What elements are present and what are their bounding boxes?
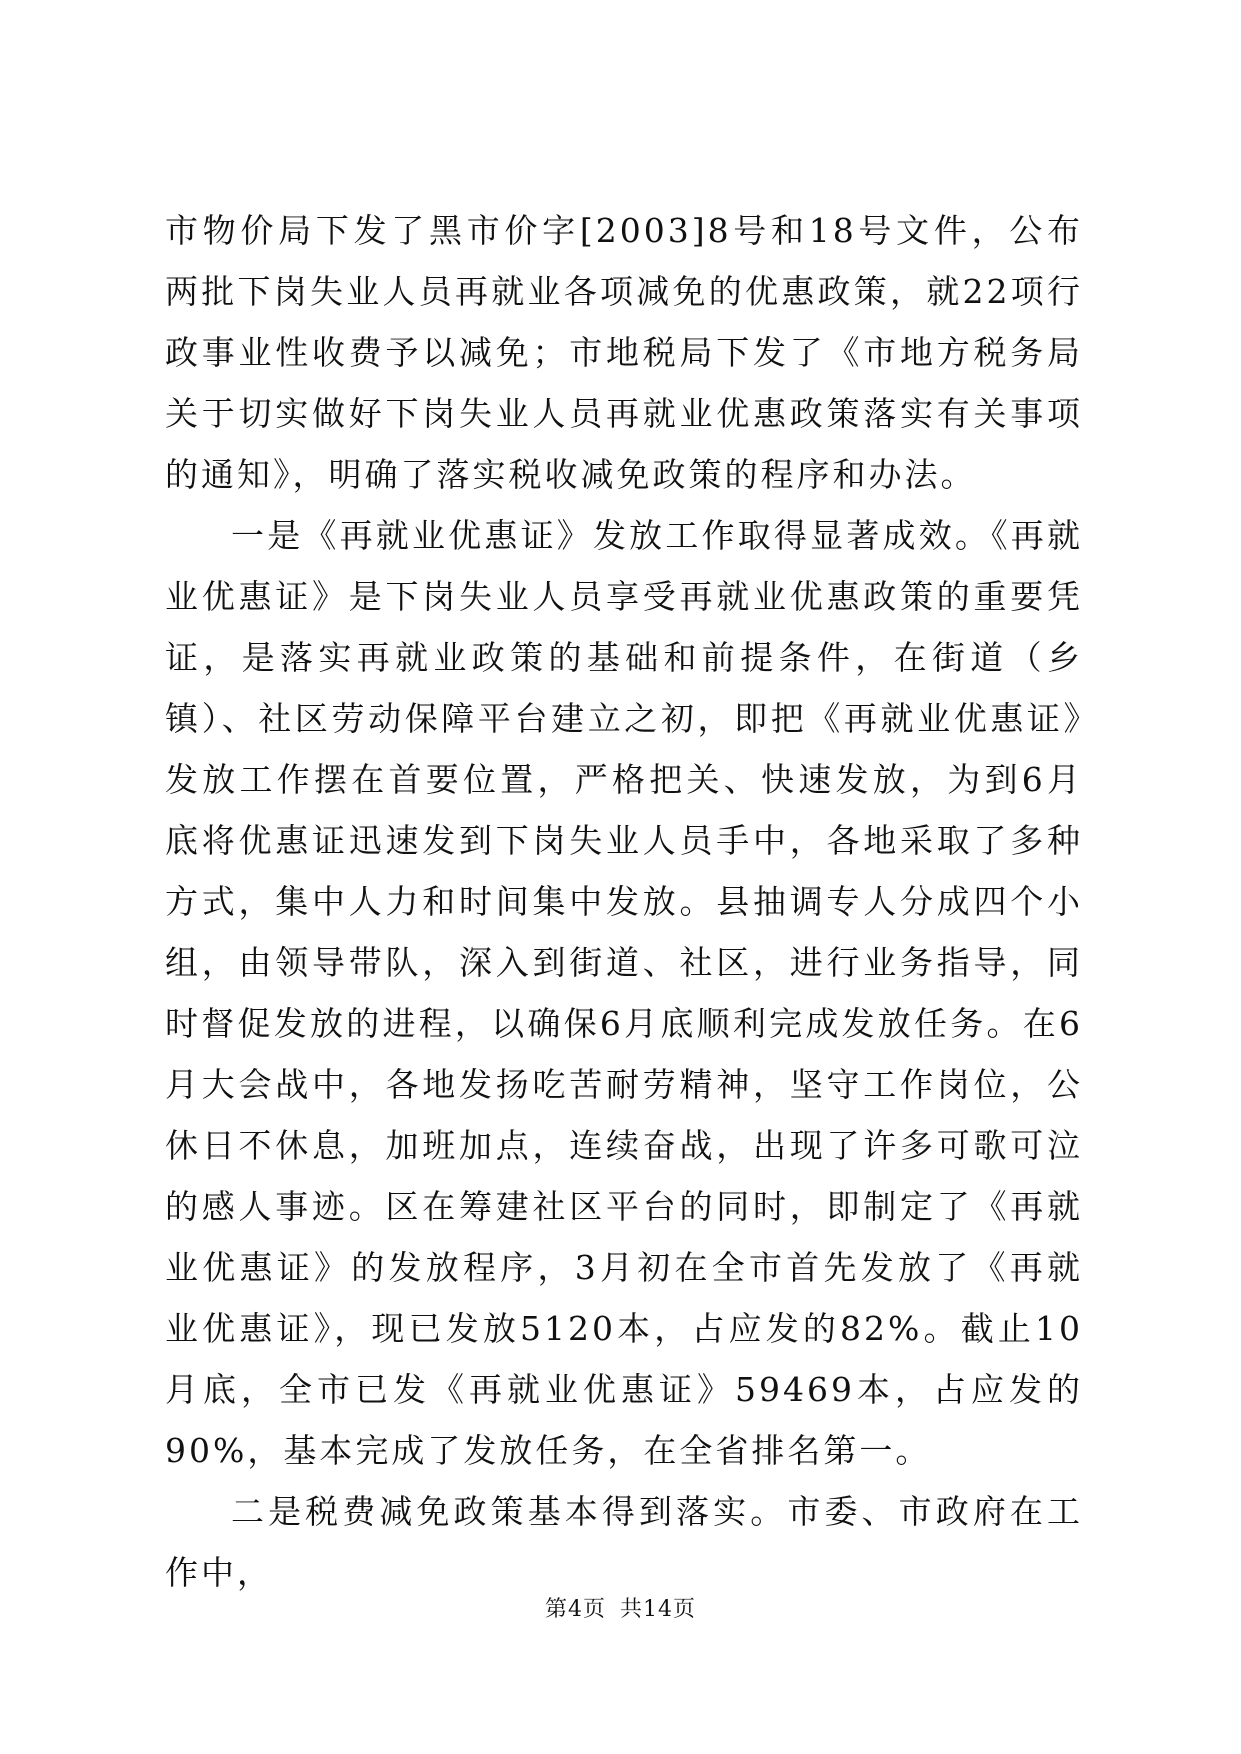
paragraph-reemployment-certificate: 一是《再就业优惠证》发放工作取得显著成效。《再就业优惠证》是下岗失业人员享受再就业优惠政策的重要凭证，是落实再就业政策的基础和前提条件，在街道（乡镇）、社区劳动保障平台建立之初，即把《再就业优惠证》发放工作摆在首要位置，严格把关、快速发放，为到6月底将优惠证迅速发到下岗失业人员手中，各地采取了多种方式，集中人力和时间集中发放。县抽调专人分成四个小组，由领导带队，深入到街道、社区，进行业务指导，同时督促发放的进程，以确保6月底顺利完成发放任务。在6月大会战中，各地发扬吃苦耐劳精神，坚守工作岗位，公休日不休息，加班加点，连续奋战，出现了许多可歌可泣的感人事迹。区在筹建社区平台的同时，即制定了《再就业优惠证》的发放程序，3月初在全市首先发放了《再就业优惠证》，现已发放5120本，占应发的82%。截止10月底，全市已发《再就业优惠证》59469本，占应发的90%，基本完成了发放任务，在全省排名第一。 (165, 516, 1083, 1470)
body-text (165, 200, 1083, 1603)
paragraph-continuation: 市物价局下发了黑市价字[2003]8号和18号文件，公布两批下岗失业人员再就业各项减免的优惠政策，就22项行政事业性收费予以减免；市地税局下发了《市地方税务局关于切实做好下岗失业人员再就业优惠政策落实有关事项的通知》，明确了落实税收减免政策的程序和办法。 (165, 211, 1083, 494)
paragraph-tax-reduction: 二是税费减免政策基本得到落实。市委、市政府在工作中， (165, 1492, 1083, 1592)
page-footer (0, 1592, 1241, 1623)
page-number: 第4页 (545, 1597, 606, 1622)
page-total: 共14页 (620, 1597, 696, 1622)
